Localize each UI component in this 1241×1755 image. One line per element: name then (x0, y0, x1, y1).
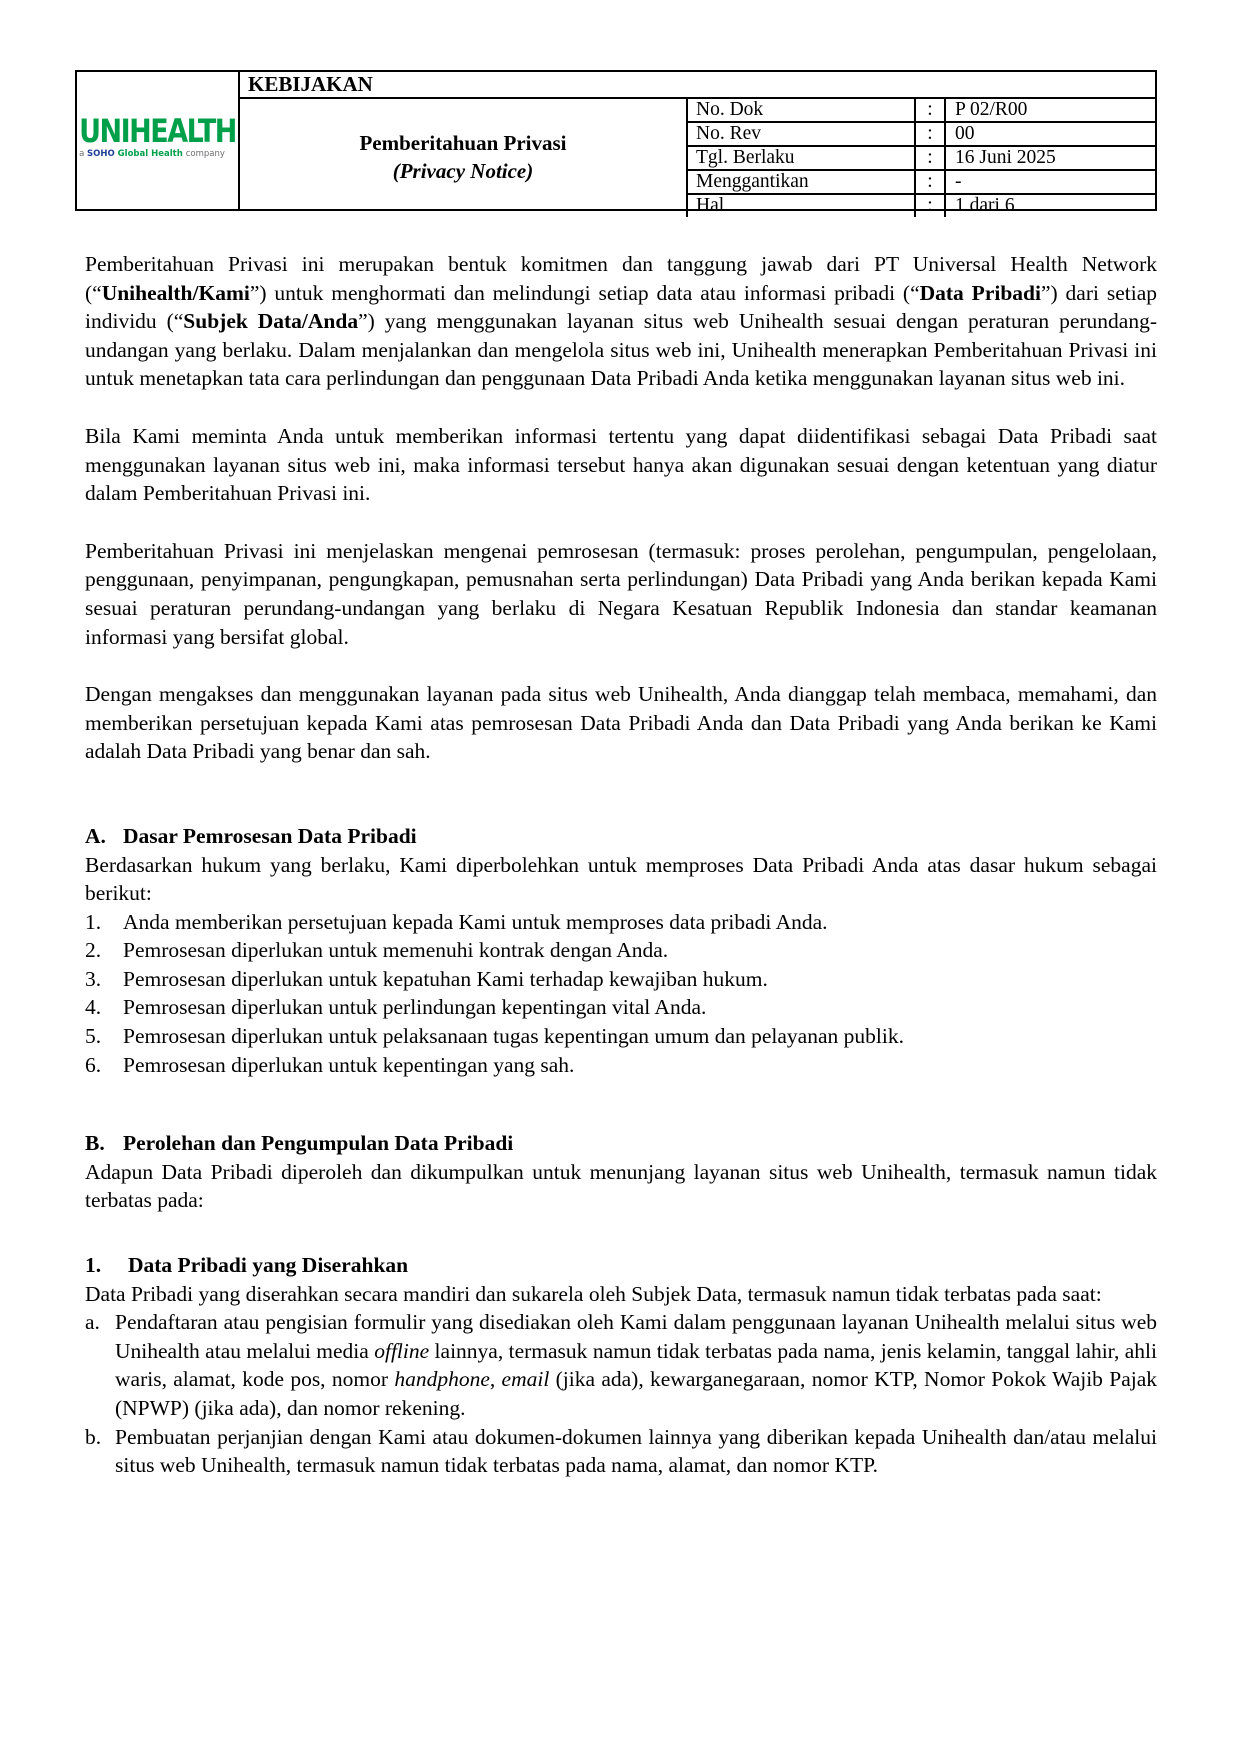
section-b-title: Perolehan dan Pengumpulan Data Pribadi (123, 1131, 514, 1156)
meta-row-tgl-berlaku (688, 147, 1155, 171)
section-a-marker: A. (85, 823, 106, 848)
meta-value: 1 dari 6 (955, 195, 1015, 216)
paragraph-text: ”) dari setiap individu (“ (85, 280, 1158, 334)
list-item (85, 993, 1157, 1022)
paragraph-text: , (489, 1367, 502, 1392)
tagline-prefix: a (79, 149, 88, 160)
italic-term-email: email (501, 1367, 550, 1392)
paragraph-text: Pendaftaran atau pengisian formulir yang disediakan oleh Kami dalam penggunaan layanan Unihealth melalui situs web Unihealth atau melalui media (115, 1310, 1157, 1363)
list-item-marker: b. (85, 1424, 102, 1449)
list-item-marker: 2. (85, 938, 102, 963)
italic-term-handphone: handphone (394, 1367, 490, 1392)
doc-title-line2: (Privacy Notice) (392, 159, 534, 183)
list-item (85, 1022, 1157, 1051)
paragraph-intro-2: Bila Kami meminta Anda untuk memberikan informasi tertentu yang dapat diidentifikasi sebagai Data Pribadi saat menggunakan layanan situs web ini, maka informasi tersebut hanya akan digunakan sesuai dengan ketentuan yang diatur dalam Pemberitahuan Privasi ini. (85, 423, 1157, 506)
tagline-global-health: Global Health (114, 149, 186, 160)
tagline-company: company (185, 149, 225, 160)
italic-term-offline: offline (374, 1338, 430, 1363)
bold-term-data-pribadi: Data Pribadi (919, 280, 1041, 305)
list-item-text: Pemrosesan diperlukan untuk pelaksanaan tugas kepentingan umum dan pelayanan publik. (123, 1024, 904, 1049)
doc-meta-table (688, 99, 1155, 217)
list-item-text: Pemrosesan diperlukan untuk perlindungan kepentingan vital Anda. (123, 995, 707, 1020)
list-item-marker: 5. (85, 1024, 102, 1049)
paragraph-intro-4: Dengan mengakses dan menggunakan layanan pada situs web Unihealth, Anda dianggap telah membaca, memahami, dan memberikan persetujuan kepada Kami atas pemrosesan Data Pribadi Anda dan Data Pribadi yang Anda berikan ke Kami adalah Data Pribadi yang benar dan sah. (85, 682, 1157, 764)
doc-title-cell (240, 99, 688, 217)
list-item-marker: 4. (85, 995, 102, 1020)
section-a-title: Dasar Pemrosesan Data Pribadi (123, 823, 417, 848)
bold-term-subjek-data-anda: Subjek Data/Anda (183, 309, 359, 334)
document-body (85, 250, 1157, 1480)
meta-colon: : (916, 171, 946, 193)
section-a-intro: Berdasarkan hukum yang berlaku, Kami diperbolehkan untuk memproses Data Pribadi Anda atas dasar hukum sebagai berikut: (85, 852, 1157, 906)
logo-cell (77, 72, 240, 209)
paragraph-text: (jika ada), kewarganegaraan, nomor KTP, Nomor Pokok Wajib Pajak (NPWP) (jika ada), dan nomor rekening. (115, 1367, 1158, 1420)
meta-colon: : (916, 99, 946, 121)
header-right-section (240, 72, 1155, 216)
unihealth-logo-tagline (79, 149, 225, 160)
list-item-text: Anda memberikan persetujuan kepada Kami untuk memproses data pribadi Anda. (123, 909, 828, 934)
meta-value: P 02/R00 (955, 99, 1028, 120)
meta-value: - (955, 171, 962, 192)
list-item-text: Pembuatan perjanjian dengan Kami atau dokumen-dokumen lainnya yang diberikan kepada Unihealth dan/atau melalui situs web Unihealth, termasuk namun tidak terbatas pada nama, alamat, dan nomor KTP. (115, 1424, 1157, 1478)
section-b-intro: Adapun Data Pribadi diperoleh dan dikumpulkan untuk menunjang layanan situs web Unihealth, termasuk namun tidak terbatas pada: (85, 1159, 1157, 1213)
doc-title-line1: Pemberitahuan Privasi (359, 131, 567, 156)
subsection-1-marker: 1. (85, 1253, 102, 1278)
list-item-text: Pemrosesan diperlukan untuk kepatuhan Kami terhadap kewajiban hukum. (123, 966, 768, 991)
list-item (85, 936, 1157, 965)
meta-colon: : (916, 123, 946, 145)
meta-row-hal (688, 195, 1155, 217)
tagline-soho: SOHO (87, 149, 115, 160)
list-item-marker: a. (85, 1310, 100, 1335)
list-item-a (85, 1308, 1157, 1422)
meta-row-menggantikan (688, 171, 1155, 195)
paragraph-intro-1 (85, 250, 1157, 393)
subsection-1-intro: Data Pribadi yang diserahkan secara mandiri dan sukarela oleh Subjek Data, termasuk namun tidak terbatas pada saat: (85, 1281, 1102, 1306)
section-b-marker: B. (85, 1131, 105, 1156)
meta-value: 16 Juni 2025 (955, 147, 1056, 168)
list-item-text: Pemrosesan diperlukan untuk memenuhi kontrak dengan Anda. (123, 938, 669, 963)
paragraph-text: ”) yang menggunakan layanan situs web Unihealth sesuai dengan peraturan perundang-undangan yang berlaku. Dalam menjalankan dan mengelola situs web ini, Unihealth menerapkan Pemberitahuan Privasi ini untuk menetapkan tata cara perlindungan dan penggunaan Data Pribadi Anda ketika menggunakan layanan situs web ini. (85, 309, 1157, 391)
meta-label: Tgl. Berlaku (688, 147, 916, 169)
section-a-heading (85, 822, 1157, 851)
list-item (85, 908, 1157, 937)
meta-colon: : (916, 195, 946, 217)
subsection-1-heading (85, 1251, 1157, 1280)
meta-label: No. Dok (688, 99, 916, 121)
paragraph-text: Pemberitahuan Privasi ini merupakan bentuk komitmen dan tanggung jawab dari PT Universal Health Network (“ (85, 252, 1157, 305)
bold-term-unihealth-kami: Unihealth/Kami (101, 280, 250, 305)
header-bottom-section (240, 99, 1155, 217)
list-item-b (85, 1423, 1157, 1480)
document-header-table (75, 70, 1157, 216)
meta-row-no-dok (688, 99, 1155, 123)
list-item-marker: 6. (85, 1052, 102, 1077)
section-b-heading (85, 1129, 1157, 1158)
meta-label: Menggantikan (688, 171, 916, 193)
unihealth-logo (79, 113, 236, 160)
list-item-text: Pemrosesan diperlukan untuk kepentingan yang sah. (123, 1052, 575, 1077)
list-item-marker: 3. (85, 966, 102, 991)
subsection-1-title: Data Pribadi yang Diserahkan (128, 1253, 409, 1278)
meta-label: Hal (688, 195, 916, 217)
meta-colon: : (916, 147, 946, 169)
unihealth-logo-wordmark: UNIHEALTH (79, 113, 236, 151)
list-item (85, 965, 1157, 994)
meta-row-no-rev (688, 123, 1155, 147)
meta-label: No. Rev (688, 123, 916, 145)
doc-type-label: KEBIJAKAN (240, 72, 1155, 99)
meta-value: 00 (955, 123, 975, 144)
list-item (85, 1051, 1157, 1080)
list-item-marker: 1. (85, 909, 102, 934)
paragraph-intro-3: Pemberitahuan Privasi ini menjelaskan mengenai pemrosesan (termasuk: proses perolehan, pengumpulan, pengelolaan, penggunaan, penyimpanan, pengungkapan, pemusnahan serta perlindungan) Data Pribadi yang Anda berikan kepada Kami sesuai peraturan perundang-undangan yang berlaku di Negara Kesatuan Republik Indonesia dan standar keamanan informasi yang bersifat global. (85, 538, 1157, 649)
paragraph-text: lainnya, termasuk namun tidak terbatas pada nama, jenis kelamin, tanggal lahir, ahli waris, alamat, kode pos, nomor (115, 1338, 1157, 1392)
paragraph-text: ”) untuk menghormati dan melindungi setiap data atau informasi pribadi (“ (249, 280, 920, 305)
list-item-text (115, 1308, 1157, 1422)
